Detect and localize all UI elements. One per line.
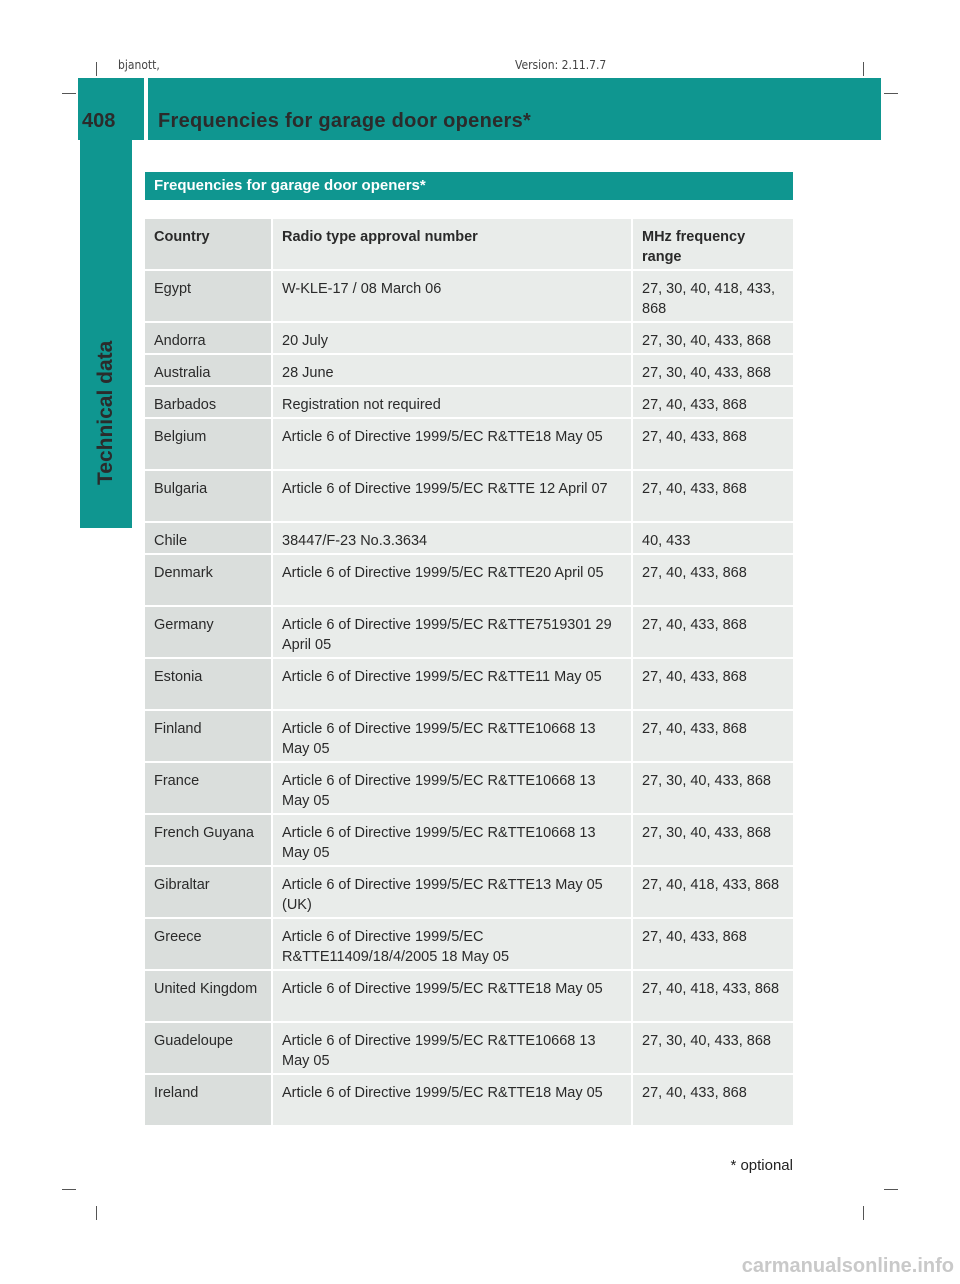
cell-approval: Registration not required [271,387,631,419]
cell-country: Bulgaria [145,471,271,523]
table-row [145,867,793,919]
cell-approval: Article 6 of Directive 1999/5/EC R&TTE18 May 05 [271,1075,631,1127]
table-row [145,419,793,471]
table-row [145,659,793,711]
column-header-frequency: MHz frequency range [631,219,793,271]
cell-country: Greece [145,919,271,971]
column-header-country: Country [145,219,271,271]
table-row [145,919,793,971]
table-row [145,971,793,1023]
chapter-tab-label: Technical data [94,340,117,485]
cell-frequency: 27, 30, 40, 433, 868 [631,355,793,387]
cell-country: Germany [145,607,271,659]
frequency-table [145,219,793,1127]
cell-frequency: 27, 40, 418, 433, 868 [631,971,793,1023]
cell-frequency: 27, 40, 433, 868 [631,387,793,419]
table-row [145,323,793,355]
cell-country: Guadeloupe [145,1023,271,1075]
cell-frequency: 40, 433 [631,523,793,555]
crop-mark [863,62,864,76]
cell-approval: 20 July [271,323,631,355]
cell-frequency: 27, 30, 40, 433, 868 [631,763,793,815]
cell-approval: Article 6 of Directive 1999/5/EC R&TTE20 April 05 [271,555,631,607]
print-slug-left: bjanott, [118,58,160,72]
cell-country: Gibraltar [145,867,271,919]
crop-mark [863,1206,864,1220]
table-row [145,1075,793,1127]
cell-frequency: 27, 40, 433, 868 [631,471,793,523]
crop-mark [884,93,898,94]
cell-approval: Article 6 of Directive 1999/5/EC R&TTE18 May 05 [271,419,631,471]
cell-approval: Article 6 of Directive 1999/5/EC R&TTE13 May 05 (UK) [271,867,631,919]
cell-country: United Kingdom [145,971,271,1023]
cell-approval: Article 6 of Directive 1999/5/EC R&TTE11409/18/4/2005 18 May 05 [271,919,631,971]
page-title: Frequencies for garage door openers* [158,110,532,132]
watermark: carmanualsonline.info [741,1255,954,1277]
cell-country: French Guyana [145,815,271,867]
table-row [145,763,793,815]
section-heading: Frequencies for garage door openers* [145,172,793,200]
table-header-row [145,219,793,271]
table-row [145,355,793,387]
crop-mark [884,1189,898,1190]
cell-frequency: 27, 30, 40, 418, 433, 868 [631,271,793,323]
cell-frequency: 27, 30, 40, 433, 868 [631,815,793,867]
print-slug-center: Version: 2.11.7.7 [515,58,607,72]
cell-frequency: 27, 40, 433, 868 [631,419,793,471]
cell-approval: 28 June [271,355,631,387]
footnote: * optional [730,1157,793,1174]
cell-frequency: 27, 30, 40, 433, 868 [631,1023,793,1075]
cell-frequency: 27, 40, 433, 868 [631,607,793,659]
cell-frequency: 27, 30, 40, 433, 868 [631,323,793,355]
page-number: 408 [82,110,116,132]
cell-country: Egypt [145,271,271,323]
cell-frequency: 27, 40, 418, 433, 868 [631,867,793,919]
cell-approval: Article 6 of Directive 1999/5/EC R&TTE18 May 05 [271,971,631,1023]
cell-frequency: 27, 40, 433, 868 [631,1075,793,1127]
cell-country: Denmark [145,555,271,607]
crop-mark [62,1189,76,1190]
crop-mark [62,93,76,94]
crop-mark [96,1206,97,1220]
cell-approval: Article 6 of Directive 1999/5/EC R&TTE10668 13 May 05 [271,1023,631,1075]
cell-country: Estonia [145,659,271,711]
cell-approval: Article 6 of Directive 1999/5/EC R&TTE10668 13 May 05 [271,815,631,867]
cell-country: Australia [145,355,271,387]
cell-country: Ireland [145,1075,271,1127]
cell-country: Finland [145,711,271,763]
table-row [145,1023,793,1075]
cell-approval: Article 6 of Directive 1999/5/EC R&TTE10668 13 May 05 [271,711,631,763]
cell-frequency: 27, 40, 433, 868 [631,711,793,763]
cell-approval: Article 6 of Directive 1999/5/EC R&TTE7519301 29 April 05 [271,607,631,659]
cell-country: Belgium [145,419,271,471]
crop-mark [96,62,97,76]
cell-country: France [145,763,271,815]
table-row [145,711,793,763]
column-header-approval: Radio type approval number [271,219,631,271]
cell-frequency: 27, 40, 433, 868 [631,659,793,711]
table-row [145,471,793,523]
cell-country: Barbados [145,387,271,419]
table-row [145,523,793,555]
table-row [145,555,793,607]
cell-frequency: 27, 40, 433, 868 [631,919,793,971]
table-row [145,607,793,659]
table-row [145,271,793,323]
cell-country: Andorra [145,323,271,355]
table-row [145,815,793,867]
cell-frequency: 27, 40, 433, 868 [631,555,793,607]
cell-approval: W-KLE-17 / 08 March 06 [271,271,631,323]
cell-approval: 38447/F-23 No.3.3634 [271,523,631,555]
cell-approval: Article 6 of Directive 1999/5/EC R&TTE10668 13 May 05 [271,763,631,815]
cell-approval: Article 6 of Directive 1999/5/EC R&TTE 12 April 07 [271,471,631,523]
cell-approval: Article 6 of Directive 1999/5/EC R&TTE11 May 05 [271,659,631,711]
cell-country: Chile [145,523,271,555]
table-row [145,387,793,419]
